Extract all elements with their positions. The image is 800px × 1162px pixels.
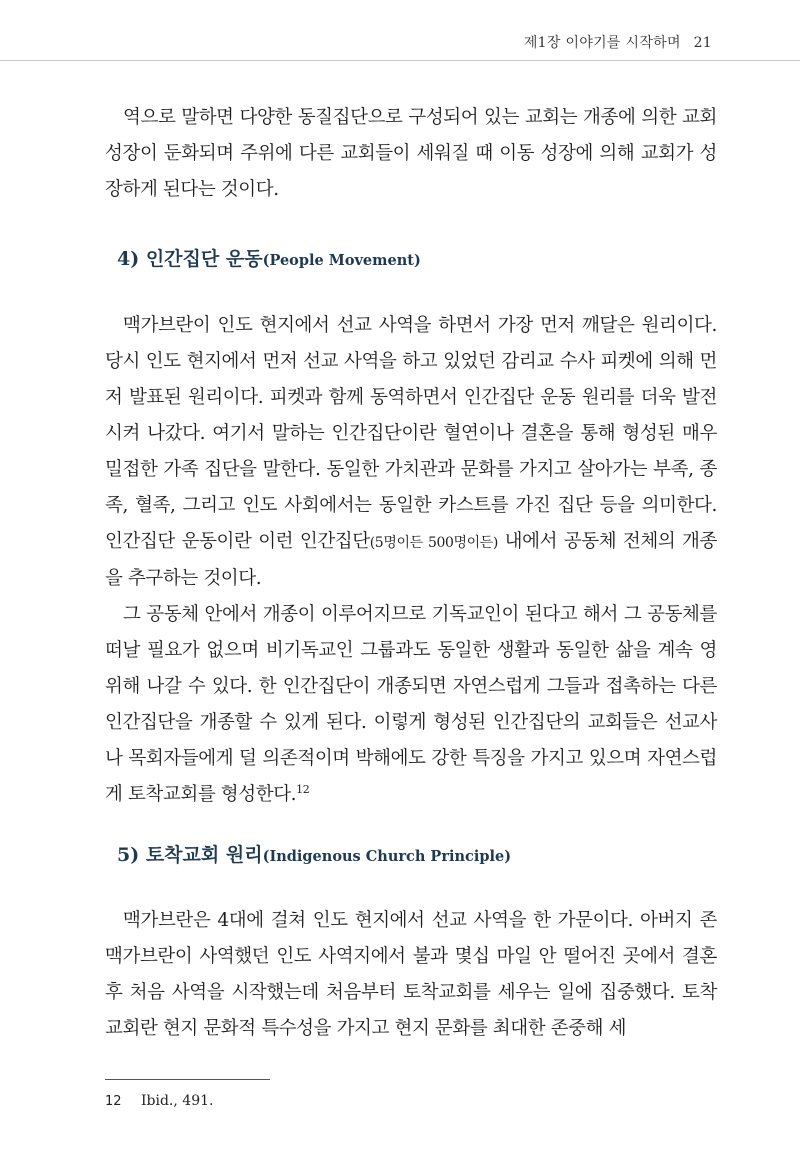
page-number: 21 bbox=[693, 35, 712, 51]
inline-note: (5명이든 500명이든) bbox=[369, 535, 498, 551]
section-4-body bbox=[105, 308, 717, 813]
paragraph-text-end: 내에서 공동체 전체의 개종을 추구하는 것이다. bbox=[105, 531, 717, 589]
footnote-text: Ibid., 491. bbox=[141, 1093, 214, 1109]
section-heading-4-ko: 4) 인간집단 운동 bbox=[117, 248, 263, 270]
paragraph-conversion bbox=[105, 597, 717, 813]
section-heading-4 bbox=[117, 244, 421, 271]
paragraph-text: 맥가브란이 인도 현지에서 선교 사역을 하면서 가장 먼저 깨달은 원리이다. 당시 인도 현지에서 먼저 선교 사역을 하고 있었던 감리교 수사 피켓에 의해 먼저 발표된 원리이다. 피켓과 함께 동역하면서 인간집단 운동 원리를 더욱 발전시켜 나갔다. 여기서 말하는 인간집단이란 혈연이나 결혼을 통해 형성된 매우 밀접한 가족 집단을 말한다. 동일한 가치관과 문화를 가지고 살아가는 부족, 종족, 혈족, 그리고 인도 사회에서는 동일한 카스트를 가진 집단 등을 의미한다. 인간집단 운동이란 이런 인간집단 bbox=[105, 315, 717, 552]
footnote-rule bbox=[105, 1079, 270, 1080]
paragraph-text: 그 공동체 안에서 개종이 이루어지므로 기독교인이 된다고 해서 그 공동체를 떠날 필요가 없으며 비기독교인 그룹과도 동일한 생활과 동일한 삶을 계속 영위해 나갈 수 있다. 한 인간집단이 개종되면 자연스럽게 그들과 접촉하는 다른 인간집단을 개종할 수 있게 된다. 이렇게 형성된 인간집단의 교회들은 선교사나 목회자들에게 덜 의존적이며 박해에도 강한 특징을 가지고 있으며 자연스럽게 토착교회를 형성한다. bbox=[105, 604, 717, 805]
section-5-body bbox=[105, 903, 717, 1047]
footnote-number: 12 bbox=[105, 1094, 122, 1109]
paragraph-indigenous: 맥가브란은 4대에 걸쳐 인도 현지에서 선교 사역을 한 가문이다. 아버지 존 맥가브란이 사역했던 인도 사역지에서 불과 몇십 마일 안 떨어진 곳에서 결혼 후 처음 사역을 시작했는데 처음부터 토착교회를 세우는 일에 집중했다. 토착교회란 현지 문화적 특수성을 가지고 현지 문화를 최대한 존중해 세 bbox=[105, 910, 717, 1039]
paragraph-intro-text: 역으로 말하면 다양한 동질집단으로 구성되어 있는 교회는 개종에 의한 교회성장이 둔화되며 주위에 다른 교회들이 세워질 때 이동 성장에 의해 교회가 성장하게 된다는 것이다. bbox=[105, 107, 717, 200]
section-heading-5-ko: 5) 토착교회 원리 bbox=[117, 844, 263, 866]
paragraph-intro bbox=[105, 100, 717, 208]
chapter-title: 제1장 이야기를 시작하며 bbox=[523, 35, 681, 51]
section-heading-4-en: (People Movement) bbox=[262, 252, 421, 269]
footnote-reference[interactable]: 12 bbox=[296, 782, 310, 796]
section-heading-5 bbox=[117, 840, 511, 867]
header-rule bbox=[0, 60, 800, 61]
paragraph-people-movement bbox=[105, 308, 717, 597]
footnote bbox=[105, 1093, 213, 1109]
running-head bbox=[524, 32, 712, 52]
section-heading-5-en: (Indigenous Church Principle) bbox=[262, 848, 512, 865]
